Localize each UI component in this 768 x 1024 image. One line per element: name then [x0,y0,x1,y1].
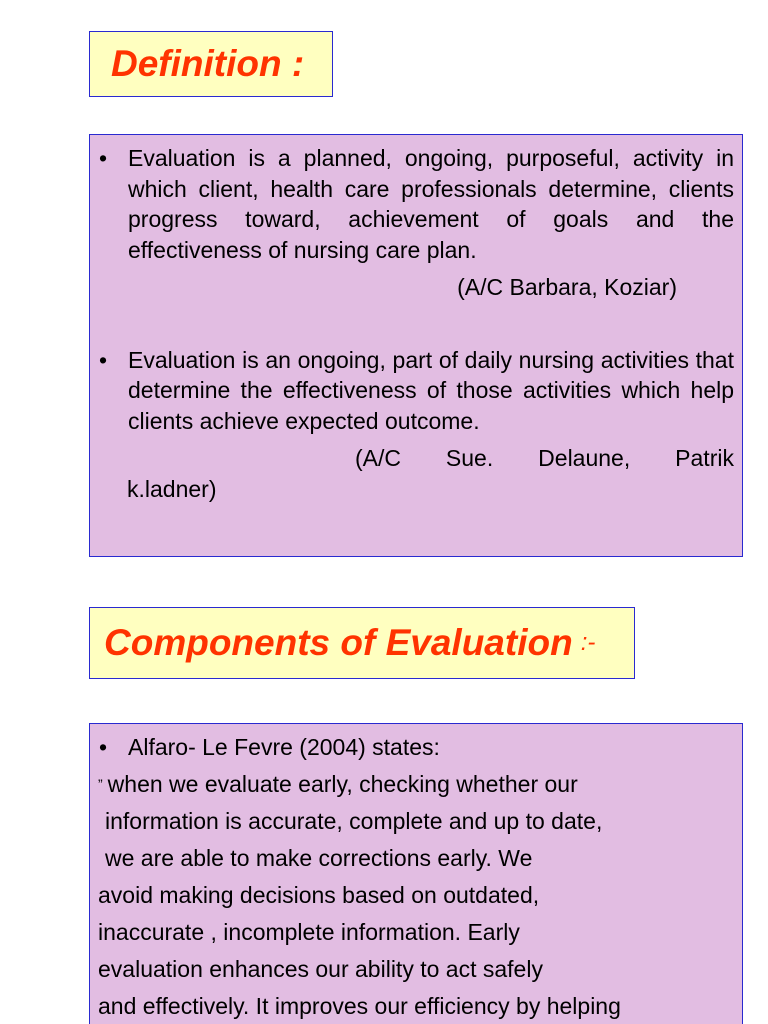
citation-word: Delaune, [538,445,631,471]
quote-mark: ” [98,776,103,792]
text-line: Evaluation is an ongoing, part of daily nursing [128,346,595,373]
text-line: Evaluation is a planned, ongoing, purposeful, activity [128,145,704,171]
text-line: in which client, health care professionals determine, [128,145,735,202]
definition-title: Definition : [111,43,305,84]
bullet-dot: • [99,145,108,171]
quote-line-1 [98,766,734,803]
citation-koziar: (A/C Barbara, Koziar) [457,274,677,300]
components-bullet-text: Alfaro- Le Fevre (2004) states: [128,734,440,760]
quote-line-4: avoid making decisions based on outdated, [98,882,540,908]
definition-bullet-2 [98,345,734,437]
components-content-box [89,723,743,1024]
components-title-suffix: :- [580,629,596,656]
definition-content-box [89,134,743,557]
definition-title-box [89,31,333,97]
bullet-dot: • [99,734,108,760]
text-line: clients progress toward, achievement of goals and [128,175,734,232]
bullet-dot: • [99,346,108,373]
citation-tail: k.ladner) [127,475,217,502]
text-line: the effectiveness of nursing care plan. [128,206,735,263]
quote-line-3: we are able to make corrections early. We [105,845,533,871]
components-title: Components of Evaluation [104,622,573,663]
quote-line-7: and effectively. It improves our efficiency by helping [98,993,621,1019]
text-line: outcome. [385,407,480,434]
citation-word: Sue. [445,445,494,471]
text-line: activities which help clients achieve expected [128,377,735,434]
text-line: when we evaluate early, checking whether our [107,771,578,797]
citation-word: Patrik [675,445,734,471]
bullet-1-text [128,143,734,265]
text-line: activities that determine the effectiveness of those [128,346,734,403]
definition-bullet-1 [98,143,734,265]
quote-line-6: evaluation enhances our ability to act safely [98,956,543,982]
citation-word: (A/C [355,445,401,471]
quote-line-5: inaccurate , incomplete information. Early [98,919,520,945]
components-title-box [89,607,635,679]
bullet-2-text [128,345,734,437]
quote-line-2: information is accurate, complete and up to date, [105,808,603,834]
citation-delaune [98,443,734,504]
components-bullet [98,729,734,766]
